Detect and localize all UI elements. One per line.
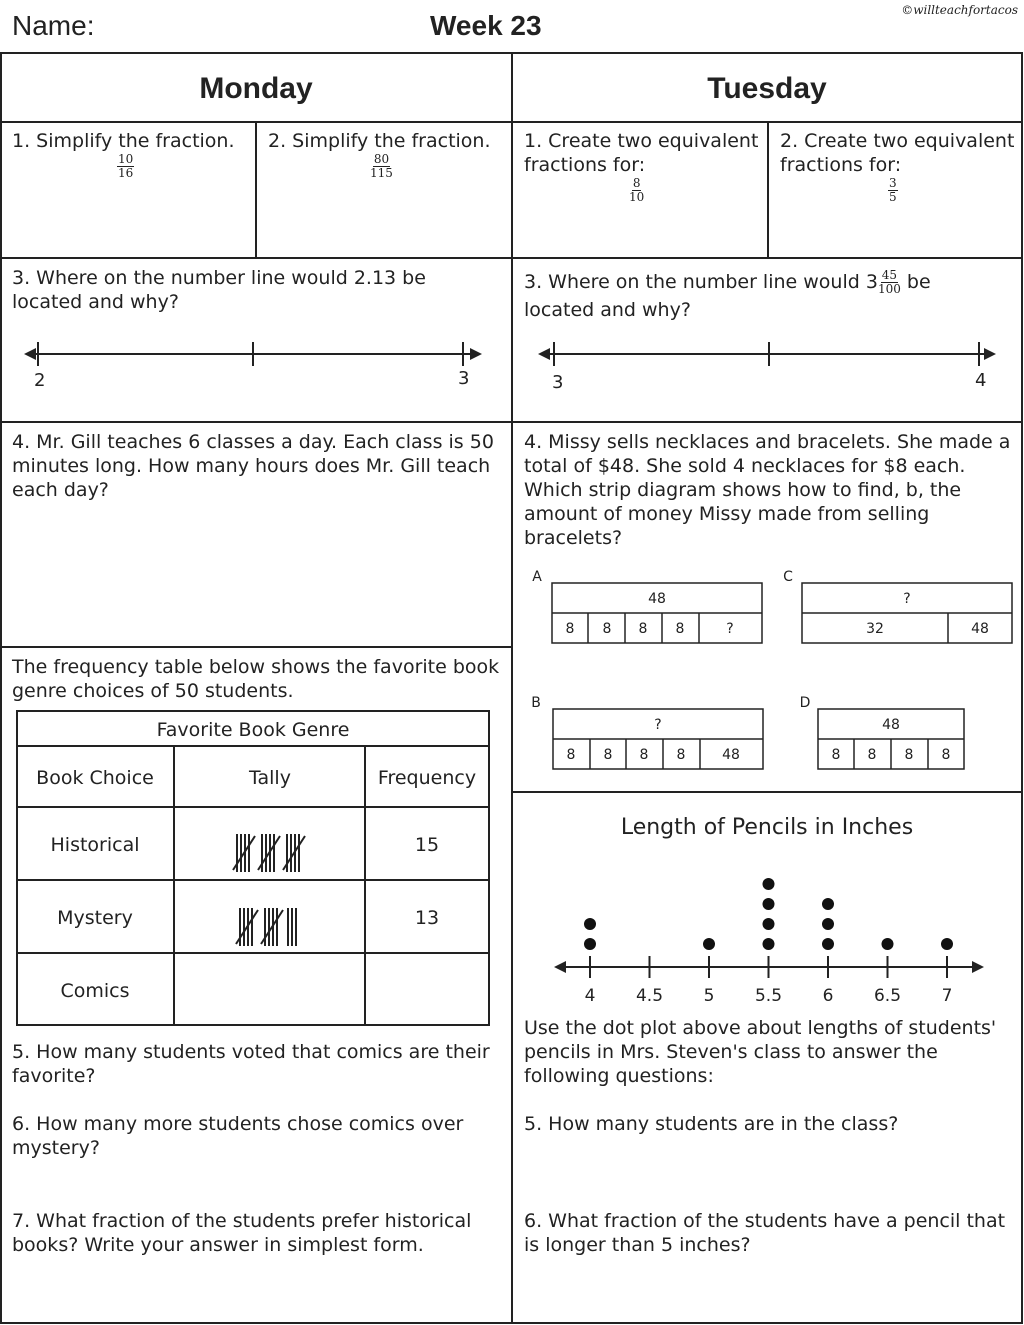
strip-d-part: 8 (867, 747, 877, 763)
monday-q1 (12, 129, 252, 180)
data-dot (882, 938, 894, 950)
data-dot (822, 918, 834, 930)
tally-marks-historical (233, 834, 305, 872)
x-tick-label: 5 (703, 986, 715, 1006)
x-tick-label: 5.5 (754, 986, 783, 1006)
table-cell-frequency: 13 (414, 907, 440, 929)
monday-title: Monday (199, 72, 313, 105)
strip-a-part: 8 (675, 621, 685, 637)
tuesday-q1 (524, 129, 764, 204)
strip-c-label: C (783, 569, 793, 585)
monday-q1-fraction (117, 153, 134, 180)
tuesday-q5-text: 5. How many students are in the class? (524, 1113, 899, 1135)
tuesday-q3-text-after: be (900, 271, 931, 293)
strip-d-part: 8 (831, 747, 841, 763)
strip-c-total: ? (903, 591, 911, 607)
strip-d-part: 8 (941, 747, 951, 763)
chart-title: Length of Pencils in Inches (620, 815, 914, 840)
number-line-start-label: 2 (34, 370, 46, 391)
tally-marks-mystery (236, 908, 296, 946)
fraction-denominator: 100 (877, 282, 901, 296)
strip-b-part: 8 (566, 747, 576, 763)
data-dot (763, 918, 775, 930)
tuesday-q1-text: 1. Create two equivalent fractions for: (524, 130, 759, 176)
strip-b-total: ? (654, 717, 662, 733)
data-dot (763, 878, 775, 890)
data-dot (941, 938, 953, 950)
strip-d-total: 48 (882, 717, 900, 733)
strip-b-part: 48 (722, 747, 740, 763)
fraction-numerator: 80 (373, 152, 390, 166)
table-header-choice: Book Choice (36, 767, 154, 789)
strip-a-part: ? (726, 621, 734, 637)
monday-q6-text: 6. How many more students chose comics over mystery? (12, 1113, 464, 1159)
copyright-text: ©willteachfortacos (901, 3, 1018, 17)
strip-d-label: D (799, 695, 811, 711)
table-cell-choice: Historical (50, 834, 140, 856)
x-tick-label: 6 (822, 986, 834, 1006)
fraction-denominator: 10 (629, 190, 645, 204)
tuesday-q3-text: 3. Where on the number line would 3 (524, 271, 878, 293)
strip-a-part: 8 (638, 621, 648, 637)
strip-b-part: 8 (639, 747, 649, 763)
monday-q2-text: 2. Simplify the fraction. (268, 130, 491, 152)
tuesday-q3-text-line2: located and why? (524, 299, 691, 321)
data-dot (584, 918, 596, 930)
number-line-start-label: 3 (552, 372, 564, 393)
data-dot (822, 938, 834, 950)
strip-c-part: 48 (971, 621, 989, 637)
fraction-denominator: 5 (889, 190, 897, 204)
tuesday-q2 (780, 129, 1020, 204)
data-dot (763, 938, 775, 950)
x-tick-label: 4 (584, 986, 596, 1006)
tuesday-q6-text: 6. What fraction of the students have a pencil that is longer than 5 inches? (524, 1210, 1006, 1256)
strip-c-part: 32 (866, 621, 884, 637)
strip-b-label: B (531, 695, 541, 711)
tuesday-q1-fraction (629, 177, 644, 204)
dotplot-intro-text: Use the dot plot above about lengths of students' pencils in Mrs. Steven's class to answer the following questions: (524, 1017, 997, 1087)
strip-a-label: A (532, 569, 542, 585)
monday-q5-text: 5. How many students voted that comics are their favorite? (12, 1041, 490, 1087)
tuesday-q4-text: 4. Missy sells necklaces and bracelets. She made a total of $48. She sold 4 necklaces for $8 each. Which strip diagram shows how to find, b, the amount of money Missy made from selling bracelets? (524, 431, 1011, 549)
frequency-table (14, 708, 494, 1028)
data-dot (763, 898, 775, 910)
strip-b-part: 8 (676, 747, 686, 763)
table-header-tally: Tally (249, 767, 291, 789)
tuesday-q2-fraction (888, 177, 898, 204)
fraction-numerator: 45 (881, 268, 898, 282)
number-line-end-label: 4 (975, 370, 987, 391)
fraction-numerator: 10 (118, 152, 134, 166)
week-title: Week 23 (430, 10, 542, 41)
fraction-numerator: 8 (632, 176, 641, 190)
strip-a-part: 8 (602, 621, 612, 637)
strip-a-part: 8 (565, 621, 575, 637)
strip-d-part: 8 (904, 747, 914, 763)
strip-b-part: 8 (603, 747, 613, 763)
fraction-denominator: 115 (370, 166, 393, 180)
table-cell-choice: Mystery (57, 907, 133, 929)
number-line-end-label: 3 (458, 368, 470, 389)
strip-a-total: 48 (648, 591, 666, 607)
table-cell-frequency: 15 (414, 834, 440, 856)
fraction-numerator: 3 (889, 176, 897, 190)
table-intro-text: The frequency table below shows the favorite book genre choices of 50 students. (12, 656, 500, 702)
tuesday-q2-text: 2. Create two equivalent fractions for: (780, 130, 1015, 176)
monday-q2 (268, 129, 508, 180)
table-header-frequency: Frequency (377, 767, 477, 789)
fraction-denominator: 16 (118, 166, 134, 180)
tuesday-q3 (524, 266, 1014, 322)
monday-q3-text: 3. Where on the number line would 2.13 be located and why? (12, 267, 426, 313)
tuesday-number-line (534, 336, 1004, 396)
monday-q1-text: 1. Simplify the fraction. (12, 130, 235, 152)
name-label: Name: (12, 10, 95, 41)
x-tick-label: 6.5 (873, 986, 902, 1006)
data-dot (584, 938, 596, 950)
monday-q7-text: 7. What fraction of the students prefer historical books? Write your answer in simplest form. (12, 1210, 472, 1256)
tuesday-title: Tuesday (707, 72, 827, 105)
dot-plot (520, 800, 1015, 1015)
data-dot (822, 898, 834, 910)
x-tick-label: 4.5 (635, 986, 664, 1006)
monday-q2-fraction (370, 153, 393, 180)
tuesday-q3-fraction (878, 269, 901, 296)
table-title: Favorite Book Genre (156, 719, 350, 741)
monday-q4-text: 4. Mr. Gill teaches 6 classes a day. Each class is 50 minutes long. How many hours does Mr. Gill teach each day? (12, 431, 494, 501)
table-cell-choice: Comics (60, 980, 130, 1002)
x-tick-label: 7 (941, 986, 953, 1006)
monday-number-line (20, 336, 490, 396)
strip-diagrams (520, 560, 1020, 785)
data-dot (703, 938, 715, 950)
